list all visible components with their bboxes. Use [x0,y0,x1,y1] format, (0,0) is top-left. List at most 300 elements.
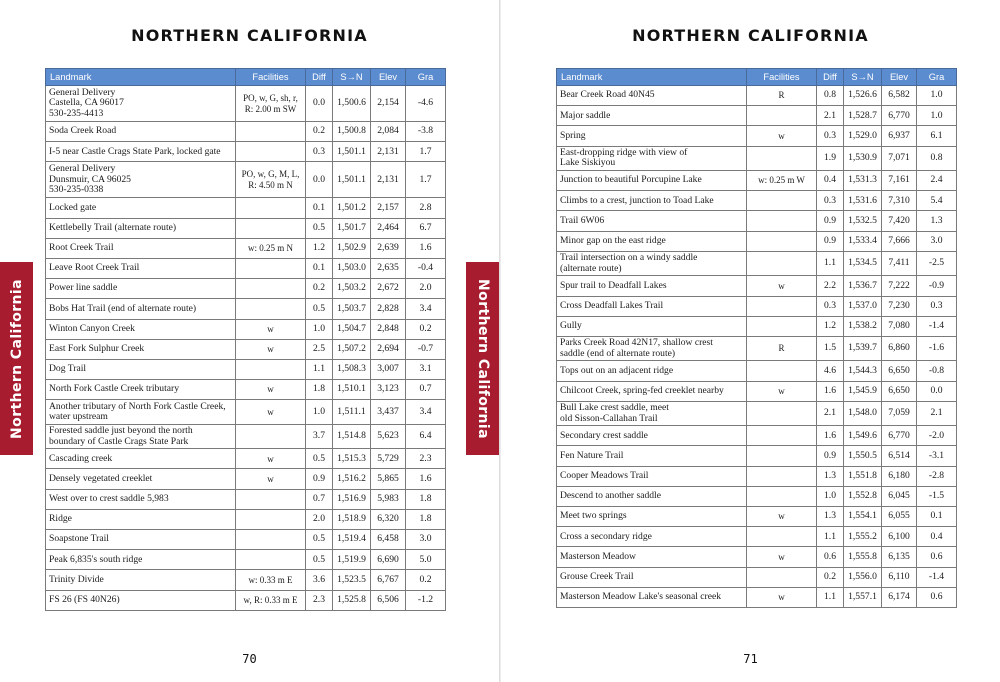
landmark-cell: General Delivery Dunsmuir, CA 96025 530-235-0338 [46,162,236,198]
grade-cell: 2.8 [406,198,446,218]
table-row [46,359,446,379]
sn-cell: 1,551.8 [844,466,882,486]
landmark-cell: Parks Creek Road 42N17, shallow crest saddle (end of alternate route) [557,336,747,361]
diff-cell: 0.3 [817,191,844,211]
sn-cell: 1,531.6 [844,191,882,211]
diff-cell: 1.0 [306,319,333,339]
table-row [557,426,957,446]
grade-cell: 0.2 [406,319,446,339]
table-row [557,446,957,466]
elev-cell: 6,135 [882,547,917,567]
diff-cell: 2.0 [306,509,333,529]
facilities-cell: w [236,449,306,469]
facilities-cell: w [236,339,306,359]
landmark-cell: Fen Nature Trail [557,446,747,466]
page-header: NORTHERN CALIFORNIA [632,26,869,45]
sn-cell: 1,554.1 [844,507,882,527]
sn-cell: 1,501.1 [333,162,371,198]
table-row [46,530,446,550]
sn-cell: 1,556.0 [844,567,882,587]
facilities-cell: w [236,400,306,425]
landmark-cell: Forested saddle just beyond the north boundary of Castle Crags State Park [46,424,236,449]
elev-cell: 6,770 [882,426,917,446]
table-row [46,339,446,359]
landmark-cell: Cooper Meadows Trail [557,466,747,486]
facilities-cell [747,296,817,316]
grade-cell: 1.7 [406,162,446,198]
grade-cell: -4.6 [406,86,446,122]
facilities-cell [747,361,817,381]
elev-cell: 6,650 [882,381,917,401]
sn-cell: 1,519.9 [333,550,371,570]
sn-cell: 1,519.4 [333,530,371,550]
table-row [46,424,446,449]
table-header-row [46,69,446,86]
facilities-cell [236,509,306,529]
facilities-cell [747,211,817,231]
elev-cell: 2,694 [371,339,406,359]
sn-cell: 1,552.8 [844,486,882,506]
facilities-cell: R [747,336,817,361]
diff-cell: 2.2 [817,276,844,296]
diff-cell: 0.3 [817,296,844,316]
right-page [501,0,1000,682]
grade-cell: 6.4 [406,424,446,449]
diff-cell: 4.6 [817,361,844,381]
facilities-cell [747,231,817,251]
table-row [557,191,957,211]
table-row [557,567,957,587]
grade-cell: -0.7 [406,339,446,359]
elev-cell: 2,848 [371,319,406,339]
left-page [0,0,499,682]
elev-cell: 7,071 [882,146,917,171]
landmark-cell: I-5 near Castle Crags State Park, locked gate [46,142,236,162]
table-row [46,238,446,258]
table-row [46,509,446,529]
elev-cell: 7,411 [882,251,917,276]
table-row [557,106,957,126]
diff-cell: 2.3 [306,590,333,610]
grade-cell: 0.2 [406,570,446,590]
sn-cell: 1,503.7 [333,299,371,319]
table-row [46,218,446,238]
landmark-cell: Descend to another saddle [557,486,747,506]
landmark-cell: Grouse Creek Trail [557,567,747,587]
diff-cell: 0.9 [817,211,844,231]
elev-cell: 6,055 [882,507,917,527]
table-row [46,162,446,198]
elev-cell: 2,828 [371,299,406,319]
table-row [557,251,957,276]
side-tab-label: Northern California [474,278,491,439]
diff-cell: 0.4 [817,171,844,191]
landmark-cell: Masterson Meadow [557,547,747,567]
facilities-cell [236,279,306,299]
landmark-cell: Tops out on an adjacent ridge [557,361,747,381]
column-header-facilities: Facilities [747,69,817,86]
diff-cell: 0.9 [817,446,844,466]
diff-cell: 0.9 [817,231,844,251]
grade-cell: 5.4 [917,191,957,211]
table-row [557,587,957,607]
elev-cell: 2,131 [371,142,406,162]
facilities-cell: w [747,126,817,146]
grade-cell: 3.0 [406,530,446,550]
facilities-cell [747,486,817,506]
grade-cell: 5.0 [406,550,446,570]
sn-cell: 1,510.1 [333,380,371,400]
landmark-cell: Densely vegetated creeklet [46,469,236,489]
facilities-cell: w: 0.25 m N [236,238,306,258]
diff-cell: 0.0 [306,162,333,198]
landmark-cell: Cross a secondary ridge [557,527,747,547]
facilities-cell [236,198,306,218]
table-row [557,316,957,336]
elev-cell: 6,110 [882,567,917,587]
column-header-sn: S→N [333,69,371,86]
facilities-cell: w, R: 0.33 m E [236,590,306,610]
facilities-cell: w [236,469,306,489]
landmark-table [556,68,957,608]
elev-cell: 6,506 [371,590,406,610]
landmark-cell: Locked gate [46,198,236,218]
column-header-facilities: Facilities [236,69,306,86]
table-row [46,142,446,162]
elev-cell: 2,157 [371,198,406,218]
elev-cell: 6,045 [882,486,917,506]
landmark-cell: North Fork Castle Creek tributary [46,380,236,400]
grade-cell: 1.0 [917,106,957,126]
diff-cell: 1.1 [817,251,844,276]
sn-cell: 1,538.2 [844,316,882,336]
sn-cell: 1,555.8 [844,547,882,567]
elev-cell: 6,650 [882,361,917,381]
table-row [46,550,446,570]
table-row [46,319,446,339]
sn-cell: 1,545.9 [844,381,882,401]
landmark-cell: West over to crest saddle 5,983 [46,489,236,509]
table-row [557,547,957,567]
grade-cell: 2.4 [917,171,957,191]
grade-cell: 0.7 [406,380,446,400]
elev-cell: 6,174 [882,587,917,607]
section-side-tab [0,262,33,455]
diff-cell: 0.3 [306,142,333,162]
grade-cell: 2.0 [406,279,446,299]
landmark-cell: Minor gap on the east ridge [557,231,747,251]
elev-cell: 5,729 [371,449,406,469]
diff-cell: 1.1 [817,527,844,547]
landmark-cell: Another tributary of North Fork Castle Creek, water upstream [46,400,236,425]
sn-cell: 1,536.7 [844,276,882,296]
elev-cell: 2,084 [371,122,406,142]
table-row [557,527,957,547]
column-header-grade: Gra [406,69,446,86]
facilities-cell [236,258,306,278]
elev-cell: 5,865 [371,469,406,489]
elev-cell: 2,464 [371,218,406,238]
diff-cell: 3.7 [306,424,333,449]
facilities-cell [236,142,306,162]
sn-cell: 1,530.9 [844,146,882,171]
page-number: 70 [242,652,257,666]
sn-cell: 1,500.8 [333,122,371,142]
facilities-cell: PO, w, G, sh, r, R: 2.00 m SW [236,86,306,122]
elev-cell: 2,639 [371,238,406,258]
sn-cell: 1,555.2 [844,527,882,547]
diff-cell: 0.8 [817,86,844,106]
column-header-landmark: Landmark [46,69,236,86]
elev-cell: 7,310 [882,191,917,211]
facilities-cell: w: 0.33 m E [236,570,306,590]
sn-cell: 1,526.6 [844,86,882,106]
sn-cell: 1,503.2 [333,279,371,299]
elev-cell: 5,623 [371,424,406,449]
table-row [557,86,957,106]
table-row [46,122,446,142]
diff-cell: 2.1 [817,401,844,426]
landmark-cell: Cascading creek [46,449,236,469]
elev-cell: 7,666 [882,231,917,251]
diff-cell: 1.0 [306,400,333,425]
landmark-cell: Root Creek Trail [46,238,236,258]
grade-cell: 2.1 [917,401,957,426]
facilities-cell: w [747,547,817,567]
grade-cell: 1.0 [917,86,957,106]
side-tab-label: Northern California [8,278,25,439]
sn-cell: 1,501.7 [333,218,371,238]
elev-cell: 2,154 [371,86,406,122]
diff-cell: 1.3 [817,466,844,486]
elev-cell: 2,635 [371,258,406,278]
facilities-cell: w [236,319,306,339]
grade-cell: 1.3 [917,211,957,231]
table-header-row [557,69,957,86]
elev-cell: 3,437 [371,400,406,425]
landmark-cell: Climbs to a crest, junction to Toad Lake [557,191,747,211]
grade-cell: 2.3 [406,449,446,469]
landmark-cell: Major saddle [557,106,747,126]
facilities-cell [747,527,817,547]
diff-cell: 1.5 [817,336,844,361]
grade-cell: -1.6 [917,336,957,361]
table-row [46,299,446,319]
grade-cell: -3.1 [917,446,957,466]
elev-cell: 2,672 [371,279,406,299]
elev-cell: 7,080 [882,316,917,336]
landmark-cell: Bull Lake crest saddle, meet old Sisson-Callahan Trail [557,401,747,426]
diff-cell: 0.1 [306,198,333,218]
sn-cell: 1,532.5 [844,211,882,231]
diff-cell: 1.6 [817,426,844,446]
landmark-cell: Masterson Meadow Lake's seasonal creek [557,587,747,607]
elev-cell: 3,123 [371,380,406,400]
landmark-cell: Bear Creek Road 40N45 [557,86,747,106]
diff-cell: 0.5 [306,449,333,469]
diff-cell: 2.5 [306,339,333,359]
facilities-cell [747,426,817,446]
sn-cell: 1,503.0 [333,258,371,278]
grade-cell: 3.4 [406,400,446,425]
table-row [557,486,957,506]
sn-cell: 1,537.0 [844,296,882,316]
sn-cell: 1,516.9 [333,489,371,509]
sn-cell: 1,550.5 [844,446,882,466]
grade-cell: -0.9 [917,276,957,296]
diff-cell: 3.6 [306,570,333,590]
grade-cell: -2.8 [917,466,957,486]
column-header-grade: Gra [917,69,957,86]
table-row [557,336,957,361]
facilities-cell [747,567,817,587]
elev-cell: 6,770 [882,106,917,126]
table-row [557,231,957,251]
table-row [557,126,957,146]
sn-cell: 1,507.2 [333,339,371,359]
diff-cell: 1.8 [306,380,333,400]
diff-cell: 1.9 [817,146,844,171]
diff-cell: 0.2 [306,122,333,142]
grade-cell: -1.4 [917,316,957,336]
grade-cell: 0.4 [917,527,957,547]
table-row [46,400,446,425]
sn-cell: 1,501.2 [333,198,371,218]
diff-cell: 0.2 [817,567,844,587]
landmark-cell: East Fork Sulphur Creek [46,339,236,359]
landmark-cell: Trail 6W06 [557,211,747,231]
landmark-cell: Bobs Hat Trail (end of alternate route) [46,299,236,319]
table-row [557,296,957,316]
diff-cell: 1.1 [817,587,844,607]
elev-cell: 2,131 [371,162,406,198]
facilities-cell: w [747,276,817,296]
landmark-cell: Soapstone Trail [46,530,236,550]
table-row [46,279,446,299]
table-row [557,381,957,401]
table-row [46,489,446,509]
grade-cell: 1.6 [406,469,446,489]
facilities-cell: w [236,380,306,400]
sn-cell: 1,504.7 [333,319,371,339]
sn-cell: 1,534.5 [844,251,882,276]
grade-cell: 6.7 [406,218,446,238]
diff-cell: 1.2 [306,238,333,258]
facilities-cell: w [747,587,817,607]
diff-cell: 0.9 [306,469,333,489]
elev-cell: 6,100 [882,527,917,547]
landmark-cell: Chilcoot Creek, spring-fed creeklet nearby [557,381,747,401]
landmark-cell: East-dropping ridge with view of Lake Siskiyou [557,146,747,171]
elev-cell: 7,420 [882,211,917,231]
table-row [557,507,957,527]
grade-cell: -0.8 [917,361,957,381]
grade-cell: 0.0 [917,381,957,401]
table-row [557,211,957,231]
sn-cell: 1,511.1 [333,400,371,425]
landmark-cell: Leave Root Creek Trail [46,258,236,278]
column-header-diff: Diff [306,69,333,86]
sn-cell: 1,533.4 [844,231,882,251]
sn-cell: 1,528.7 [844,106,882,126]
table-row [46,258,446,278]
facilities-cell [747,191,817,211]
elev-cell: 6,514 [882,446,917,466]
table-row [46,86,446,122]
diff-cell: 0.7 [306,489,333,509]
sn-cell: 1,557.1 [844,587,882,607]
landmark-table [45,68,446,611]
diff-cell: 0.3 [817,126,844,146]
grade-cell: 0.6 [917,547,957,567]
elev-cell: 6,458 [371,530,406,550]
landmark-cell: Ridge [46,509,236,529]
diff-cell: 0.6 [817,547,844,567]
column-header-sn: S→N [844,69,882,86]
facilities-cell [236,122,306,142]
sn-cell: 1,548.0 [844,401,882,426]
table-row [46,590,446,610]
table-row [557,276,957,296]
facilities-cell: w [747,507,817,527]
facilities-cell [747,466,817,486]
grade-cell: -1.4 [917,567,957,587]
landmark-cell: Power line saddle [46,279,236,299]
column-header-landmark: Landmark [557,69,747,86]
column-header-elev: Elev [371,69,406,86]
grade-cell: 6.1 [917,126,957,146]
landmark-cell: Spur trail to Deadfall Lakes [557,276,747,296]
table-row [557,171,957,191]
grade-cell: -1.5 [917,486,957,506]
elev-cell: 7,161 [882,171,917,191]
facilities-cell [236,218,306,238]
sn-cell: 1,529.0 [844,126,882,146]
elev-cell: 6,937 [882,126,917,146]
elev-cell: 6,860 [882,336,917,361]
grade-cell: 0.3 [917,296,957,316]
sn-cell: 1,514.8 [333,424,371,449]
sn-cell: 1,500.6 [333,86,371,122]
facilities-cell [236,359,306,379]
landmark-cell: Gully [557,316,747,336]
table-row [557,146,957,171]
sn-cell: 1,549.6 [844,426,882,446]
diff-cell: 0.0 [306,86,333,122]
diff-cell: 0.5 [306,218,333,238]
page-header: NORTHERN CALIFORNIA [131,26,368,45]
grade-cell: 1.8 [406,489,446,509]
landmark-cell: FS 26 (FS 40N26) [46,590,236,610]
diff-cell: 0.1 [306,258,333,278]
diff-cell: 1.0 [817,486,844,506]
diff-cell: 1.6 [817,381,844,401]
elev-cell: 6,690 [371,550,406,570]
table-row [46,198,446,218]
diff-cell: 1.2 [817,316,844,336]
page-number: 71 [743,652,758,666]
elev-cell: 6,320 [371,509,406,529]
diff-cell: 0.5 [306,550,333,570]
grade-cell: 1.8 [406,509,446,529]
table-row [46,449,446,469]
landmark-cell: Spring [557,126,747,146]
facilities-cell [747,401,817,426]
grade-cell: -0.4 [406,258,446,278]
diff-cell: 2.1 [817,106,844,126]
grade-cell: -1.2 [406,590,446,610]
table-row [557,466,957,486]
